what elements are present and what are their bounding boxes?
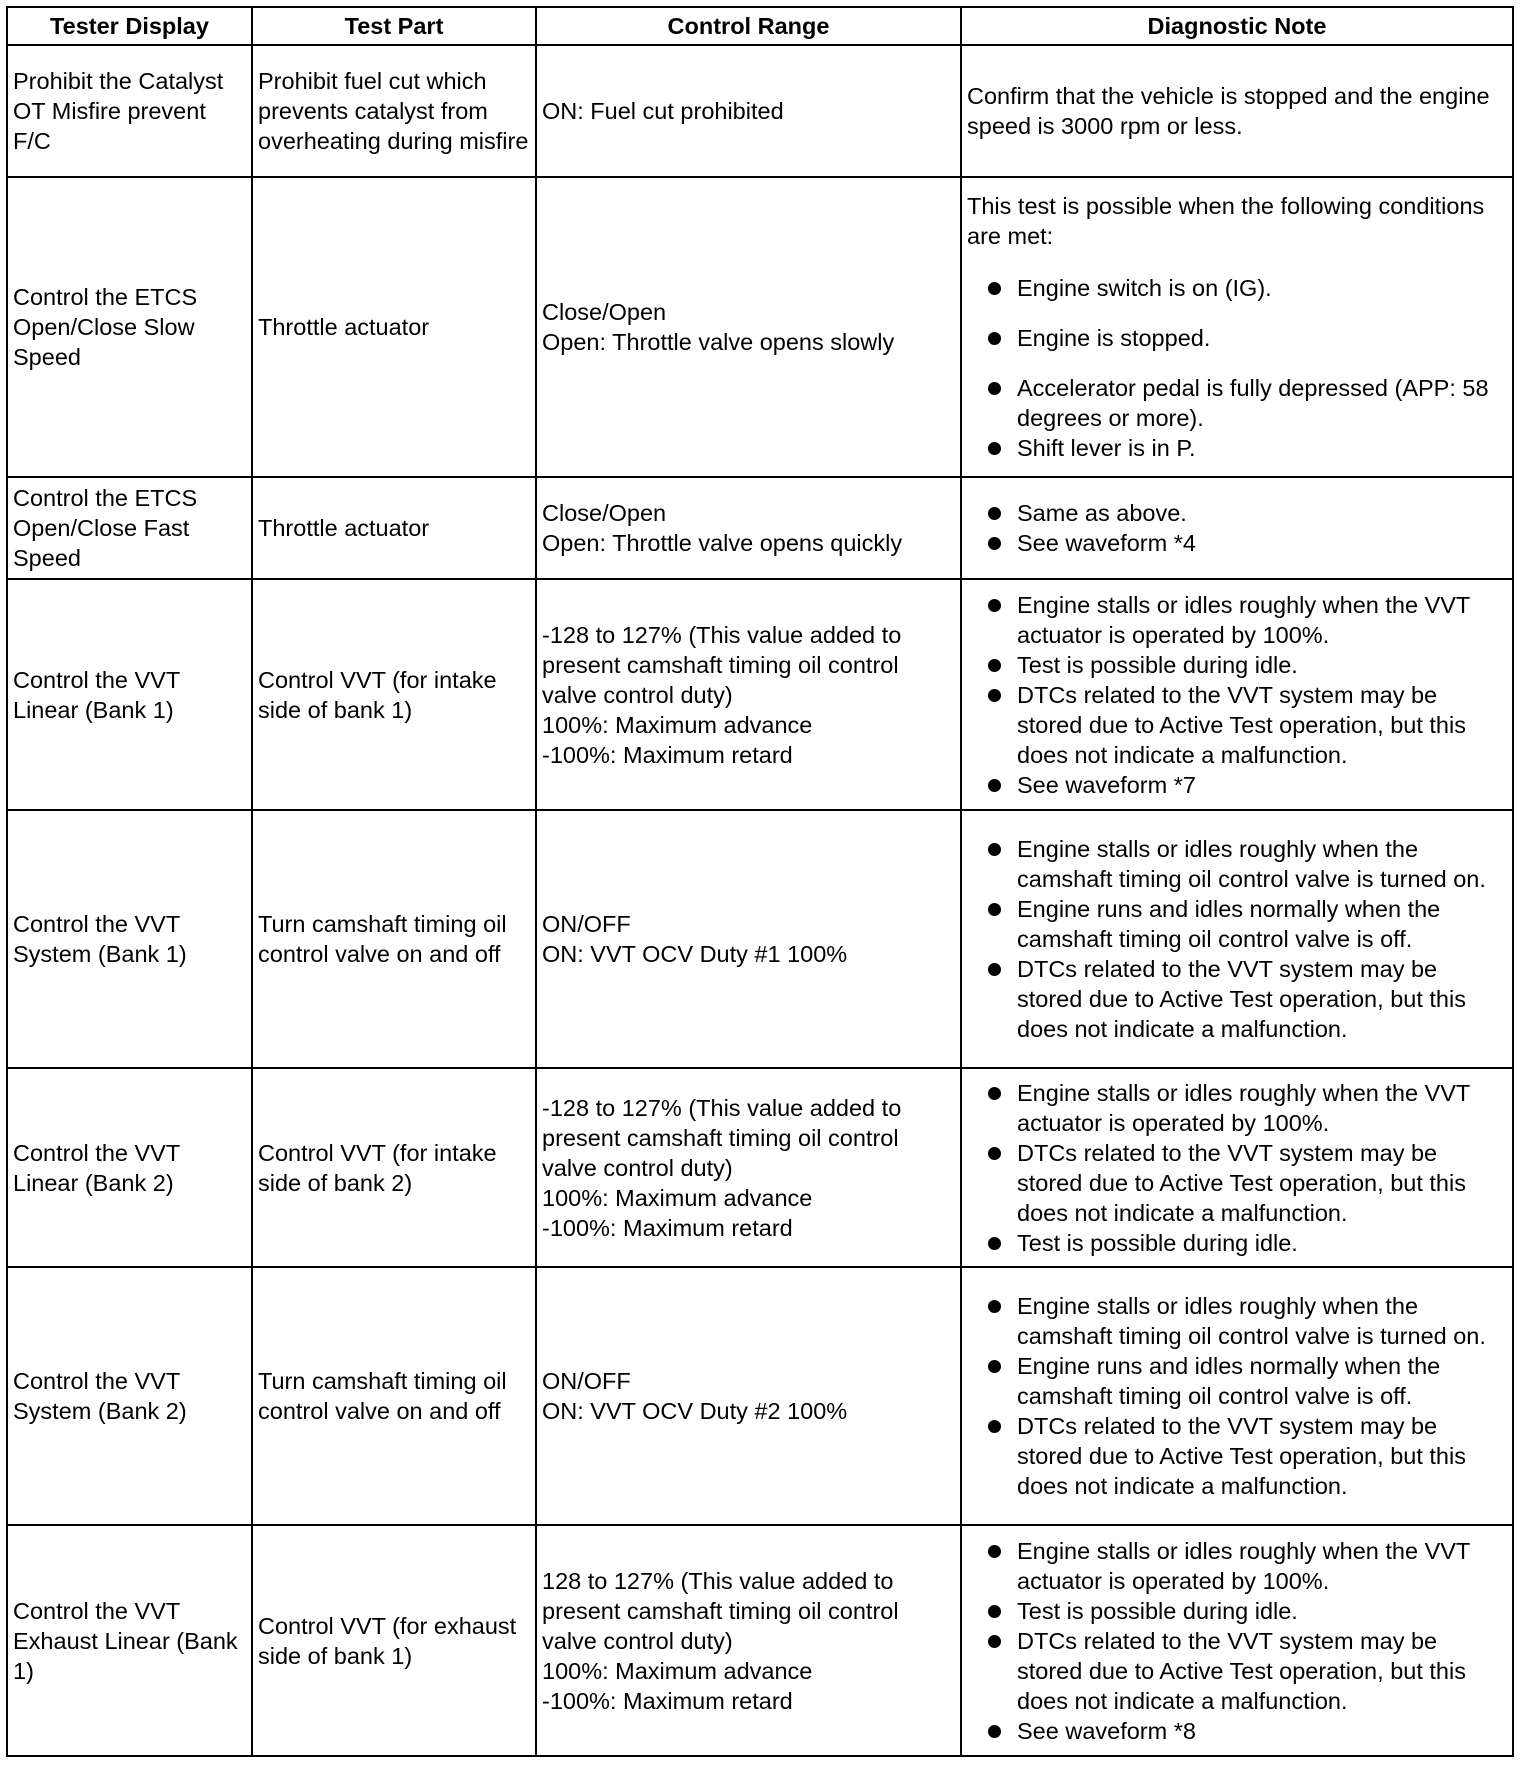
table-row	[7, 579, 1513, 810]
control-range-line: Open: Throttle valve opens quickly	[542, 530, 903, 556]
bullet-item: DTCs related to the VVT system may be stored due to Active Test operation, but this does not indicate a malfunction.	[967, 1411, 1507, 1501]
control-range-cell	[536, 1068, 961, 1267]
bullet-item: Engine stalls or idles roughly when the camshaft timing oil control valve is turned on.	[967, 834, 1507, 894]
bullet-item: Engine stalls or idles roughly when the VVT actuator is operated by 100%.	[967, 1536, 1507, 1596]
bullet-item: Accelerator pedal is fully depressed (APP: 58 degrees or more).	[967, 373, 1507, 433]
note-list	[967, 1536, 1507, 1746]
control-range-line: ON/OFF	[542, 911, 631, 937]
diagnostic-note-cell	[961, 177, 1513, 477]
control-range-line: 100%: Maximum advance	[542, 1657, 813, 1684]
note-list	[967, 498, 1507, 558]
header-control-range: Control Range	[536, 7, 961, 45]
header-row	[7, 7, 1513, 45]
test-part-cell: Throttle actuator	[252, 177, 536, 477]
control-range-cell	[536, 477, 961, 579]
bullet-item: Engine runs and idles normally when the camshaft timing oil control valve is off.	[967, 894, 1507, 954]
diagnostic-note-cell	[961, 1068, 1513, 1267]
table-row	[7, 177, 1513, 477]
header-diagnostic-note: Diagnostic Note	[961, 7, 1513, 45]
diagnostic-note-cell	[961, 810, 1513, 1068]
bullet-item: Test is possible during idle.	[967, 1596, 1507, 1626]
table-row	[7, 1068, 1513, 1267]
bullet-item: Shift lever is in P.	[967, 433, 1507, 463]
bullet-item: See waveform *8	[967, 1716, 1507, 1746]
table-row	[7, 810, 1513, 1068]
tester-display-cell: Prohibit the Catalyst OT Misfire prevent F/C	[7, 45, 252, 177]
header-tester-display: Tester Display	[7, 7, 252, 45]
control-range-line: ON/OFF	[542, 1368, 631, 1394]
table-row	[7, 1267, 1513, 1525]
control-range-line: ON: Fuel cut prohibited	[542, 98, 784, 124]
control-range-line: 128 to 127% (This value added to present camshaft timing oil control valve control duty)	[542, 1567, 899, 1654]
bullet-item: See waveform *7	[967, 770, 1507, 800]
control-range-cell	[536, 177, 961, 477]
test-part-cell: Control VVT (for exhaust side of bank 1)	[252, 1525, 536, 1756]
bullet-item: DTCs related to the VVT system may be stored due to Active Test operation, but this does not indicate a malfunction.	[967, 954, 1507, 1044]
table-row	[7, 45, 1513, 177]
bullet-item: Engine stalls or idles roughly when the VVT actuator is operated by 100%.	[967, 1078, 1507, 1138]
control-range-line: -100%: Maximum retard	[542, 741, 793, 768]
bullet-item: DTCs related to the VVT system may be stored due to Active Test operation, but this does not indicate a malfunction.	[967, 1138, 1507, 1228]
note-list	[967, 273, 1507, 463]
bullet-item: Engine switch is on (IG).	[967, 273, 1507, 303]
note-intro: This test is possible when the following conditions are met:	[967, 193, 1485, 249]
table-row	[7, 477, 1513, 579]
bullet-item: Test is possible during idle.	[967, 1228, 1507, 1258]
control-range-line: Close/Open	[542, 299, 667, 325]
control-range-cell	[536, 45, 961, 177]
diagnostic-note-cell	[961, 1267, 1513, 1525]
header-test-part: Test Part	[252, 7, 536, 45]
control-range-cell	[536, 1525, 961, 1756]
control-range-line: Close/Open	[542, 500, 667, 526]
bullet-item: Engine stalls or idles roughly when the camshaft timing oil control valve is turned on.	[967, 1291, 1507, 1351]
control-range-line: Open: Throttle valve opens slowly	[542, 329, 895, 355]
diagnostic-note-cell: Confirm that the vehicle is stopped and the engine speed is 3000 rpm or less.	[961, 45, 1513, 177]
bullet-item: Engine stalls or idles roughly when the VVT actuator is operated by 100%.	[967, 590, 1507, 650]
control-range-line: -128 to 127% (This value added to present camshaft timing oil control valve control duty)	[542, 621, 902, 708]
control-range-line: -100%: Maximum retard	[542, 1214, 793, 1241]
active-test-table	[6, 6, 1514, 1757]
tester-display-cell: Control the VVT Exhaust Linear (Bank 1)	[7, 1525, 252, 1756]
note-list	[967, 1291, 1507, 1501]
test-part-cell: Control VVT (for intake side of bank 1)	[252, 579, 536, 810]
bullet-item: DTCs related to the VVT system may be stored due to Active Test operation, but this does not indicate a malfunction.	[967, 680, 1507, 770]
test-part-cell: Turn camshaft timing oil control valve on and off	[252, 1267, 536, 1525]
bullet-item: See waveform *4	[967, 528, 1507, 558]
test-part-cell: Throttle actuator	[252, 477, 536, 579]
tester-display-cell: Control the VVT System (Bank 2)	[7, 1267, 252, 1525]
test-part-cell: Turn camshaft timing oil control valve on and off	[252, 810, 536, 1068]
note-list	[967, 834, 1507, 1044]
test-part-cell: Control VVT (for intake side of bank 2)	[252, 1068, 536, 1267]
bullet-item: Test is possible during idle.	[967, 650, 1507, 680]
bullet-item: DTCs related to the VVT system may be stored due to Active Test operation, but this does not indicate a malfunction.	[967, 1626, 1507, 1716]
bullet-item: Engine is stopped.	[967, 323, 1507, 353]
control-range-cell	[536, 1267, 961, 1525]
bullet-item: Same as above.	[967, 498, 1507, 528]
control-range-line: -128 to 127% (This value added to present camshaft timing oil control valve control duty)	[542, 1094, 902, 1181]
tester-display-cell: Control the VVT System (Bank 1)	[7, 810, 252, 1068]
note-list	[967, 590, 1507, 800]
tester-display-cell: Control the ETCS Open/Close Fast Speed	[7, 477, 252, 579]
diagnostic-note-cell	[961, 1525, 1513, 1756]
tester-display-cell: Control the VVT Linear (Bank 2)	[7, 1068, 252, 1267]
control-range-cell	[536, 810, 961, 1068]
diagnostic-note-cell	[961, 579, 1513, 810]
control-range-line: ON: VVT OCV Duty #2 100%	[542, 1398, 848, 1424]
test-part-cell: Prohibit fuel cut which prevents catalyst from overheating during misfire	[252, 45, 536, 177]
bullet-item: Engine runs and idles normally when the camshaft timing oil control valve is off.	[967, 1351, 1507, 1411]
control-range-cell	[536, 579, 961, 810]
control-range-line: ON: VVT OCV Duty #1 100%	[542, 941, 848, 967]
table-row	[7, 1525, 1513, 1756]
tester-display-cell: Control the ETCS Open/Close Slow Speed	[7, 177, 252, 477]
diagnostic-note-cell	[961, 477, 1513, 579]
note-list	[967, 1078, 1507, 1258]
tester-display-cell: Control the VVT Linear (Bank 1)	[7, 579, 252, 810]
control-range-line: 100%: Maximum advance	[542, 711, 813, 738]
control-range-line: -100%: Maximum retard	[542, 1687, 793, 1714]
control-range-line: 100%: Maximum advance	[542, 1184, 813, 1211]
